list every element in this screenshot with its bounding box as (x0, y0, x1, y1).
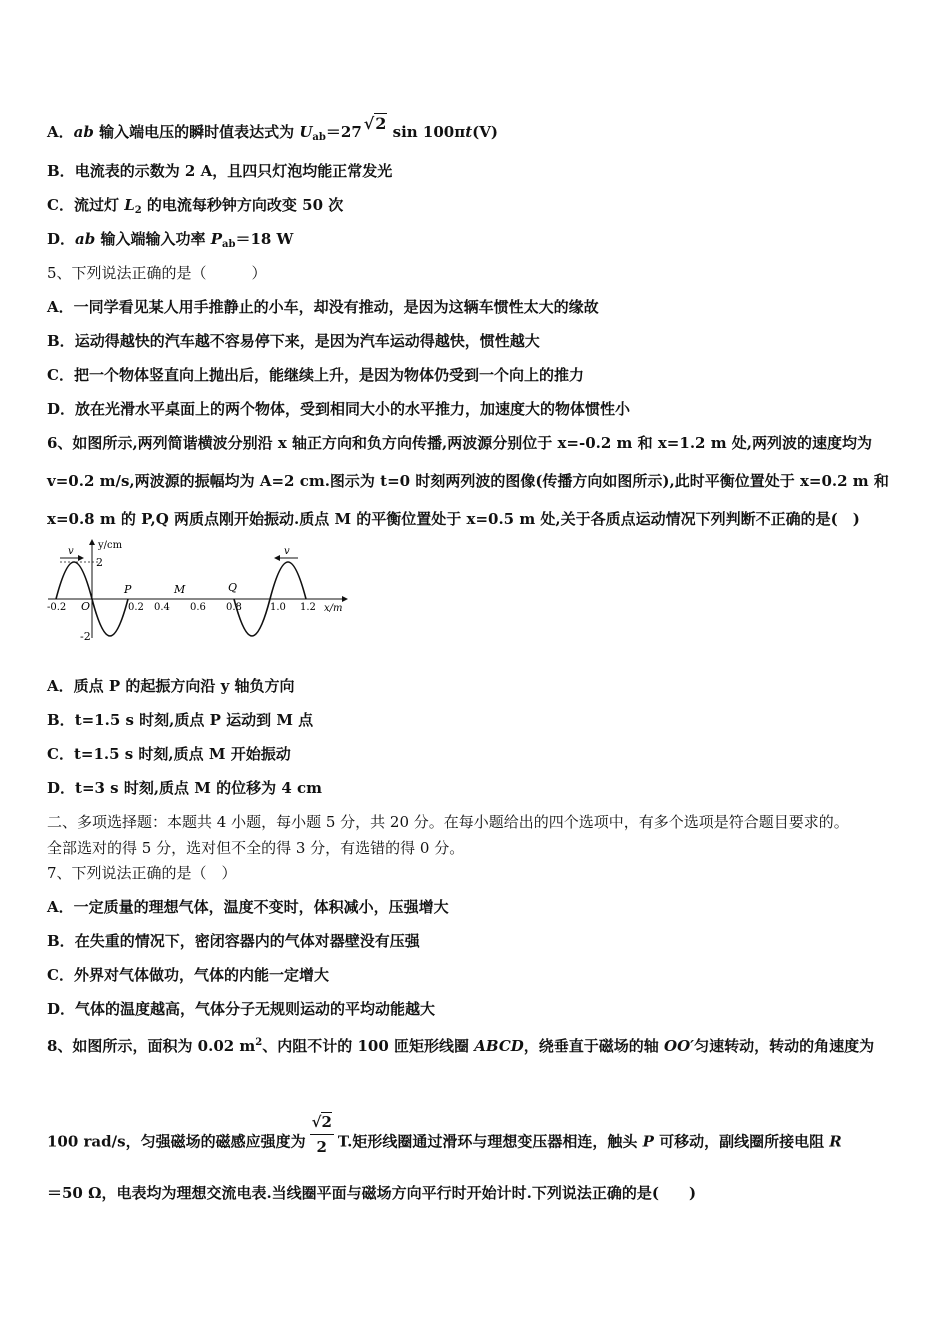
q6-option-b (47, 710, 313, 730)
text: 8、如图所示，面积为 0.02 m (47, 1037, 256, 1055)
q7-stem: 7、下列说法正确的是（ ） (47, 864, 237, 882)
v-right-arrow-icon (274, 555, 280, 561)
text: sin 100π (387, 123, 466, 141)
y-bottom-label: -2 (80, 630, 91, 643)
var-u: U (299, 123, 313, 141)
option-label: A． (47, 123, 74, 141)
tick-label: 1.0 (270, 602, 286, 613)
q5-option-b (47, 331, 540, 351)
section2-line2: 全部选对的得 5 分，选对但不全的得 3 分，有选错的得 0 分。 (47, 839, 465, 857)
x-axis-label: x/m (324, 603, 343, 614)
option-label: C． (47, 745, 74, 763)
text: 输入端输入功率 (95, 230, 211, 248)
subscript: ab (312, 132, 326, 143)
option-label: A． (47, 898, 74, 916)
option-label: D． (47, 1000, 76, 1018)
q8-stem-line1 (47, 1033, 874, 1056)
text: 可移动，副线圈所接电阻 (653, 1132, 830, 1151)
sqrt-symbol: √2 (363, 114, 387, 133)
y-top-label: 2 (96, 556, 103, 569)
var-abcd: ABCD (474, 1037, 524, 1055)
origin-label: O (81, 600, 91, 613)
option-text: t=1.5 s 时刻,质点 P 运动到 M 点 (74, 711, 314, 729)
option-text: 一同学看见某人用手推静止的小车，却没有推动，是因为这辆车惯性太大的缘故 (73, 298, 599, 316)
v-left-arrow-icon (78, 555, 84, 561)
q6-option-c (47, 744, 291, 764)
option-text: t=1.5 s 时刻,质点 M 开始振动 (73, 745, 291, 763)
q8-stem-line3: ＝50 Ω，电表均为理想交流电表.当线圈平面与磁场方向平行时开始计时.下列说法正确的是( ) (47, 1184, 697, 1202)
subscript: 2 (134, 205, 142, 216)
var-t: t (465, 123, 473, 141)
q6-stem-line1: 6、如图所示,两列简谐横波分别沿 x 轴正方向和负方向传播,两波源分别位于 x=-0.2 m 和 x=1.2 m 处,两列波的速度均为 (47, 434, 873, 452)
option-label: D． (47, 230, 76, 248)
point-q-label: Q (228, 581, 238, 594)
fraction-numerator: 2 (321, 1113, 332, 1131)
q6-option-a (47, 676, 295, 696)
option-label: A． (47, 298, 74, 316)
option-text: 在失重的情况下，密闭容器内的气体对器壁没有压强 (74, 932, 420, 950)
option-text: 电流表的示数为 2 A，且四只灯泡均能正常发光 (74, 162, 393, 180)
option-label: D． (47, 400, 76, 418)
q5-stem: 5、下列说法正确的是（ ） (47, 264, 267, 282)
tick-label: 0.8 (226, 602, 242, 613)
q5-option-c (47, 365, 584, 385)
text: ，绕垂直于磁场的轴 (523, 1037, 665, 1055)
q5-option-a (47, 297, 599, 317)
v-left-label: v (68, 546, 74, 557)
q4-option-a (47, 114, 498, 148)
q7-option-d (47, 999, 435, 1019)
q6-stem-line2: v=0.2 m/s,两波源的振幅均为 A=2 cm.图示为 t=0 时刻两列波的图像(传播方向如图所示),此时平衡位置处于 x=0.2 m 和 (47, 472, 889, 490)
option-text: 气体的温度越高，气体分子无规则运动的平均动能越大 (75, 1000, 436, 1018)
option-label: B． (47, 162, 75, 180)
option-text: 把一个物体竖直向上抛出后，能继续上升，是因为物体仍受到一个向上的推力 (73, 366, 584, 384)
tick-label: 0.4 (154, 602, 170, 613)
x-axis-arrow-icon (342, 596, 348, 602)
option-label: D． (47, 779, 76, 797)
v-right-label: v (284, 546, 290, 557)
q8-stem-line2 (47, 1113, 842, 1165)
option-text: 质点 P 的起振方向沿 y 轴负方向 (73, 677, 295, 695)
q6-option-d (47, 778, 322, 798)
option-label: B． (47, 332, 75, 350)
point-p-label: P (124, 583, 132, 596)
tick-label: 0.2 (128, 602, 144, 613)
text: T.矩形线圈通过滑环与理想变压器相连，触头 (337, 1132, 643, 1151)
q7-option-c (47, 965, 329, 985)
option-text: 外界对气体做功，气体的内能一定增大 (73, 966, 329, 984)
q5-option-d (47, 399, 630, 419)
fraction: $\frac{√2}{2}$ (311, 1113, 332, 1156)
text: 流过灯 (73, 196, 125, 214)
q7-option-b (47, 931, 420, 951)
option-label: B． (47, 932, 75, 950)
q4-option-c (47, 195, 343, 221)
option-text: 运动得越快的汽车越不容易停下来，是因为汽车运动得越快，惯性越大 (74, 332, 540, 350)
text: ＝18 W (235, 230, 294, 248)
text: 匀速转动，转动的角速度为 (694, 1037, 875, 1055)
option-label: C． (47, 966, 74, 984)
q7-option-a (47, 897, 449, 917)
option-text: 放在光滑水平桌面上的两个物体，受到相同大小的水平推力，加速度大的物体惯性小 (75, 400, 631, 418)
tick-label: 0.6 (190, 602, 206, 613)
text: 100 rad/s，匀强磁场的磁感应强度为 (47, 1132, 306, 1151)
tick-label: -0.2 (47, 602, 67, 613)
point-m-label: M (174, 583, 186, 596)
var-ab: ab (75, 230, 96, 248)
var-oo: OO′ (664, 1037, 695, 1055)
option-label: C． (47, 366, 74, 384)
option-label: B． (47, 711, 75, 729)
q4-option-d (47, 229, 293, 255)
superscript: 2 (255, 1037, 263, 1048)
tick-label: 1.2 (300, 602, 316, 613)
sqrt-value: 2 (375, 114, 387, 133)
var-p: P (642, 1132, 654, 1151)
text: 输入端电压的瞬时值表达式为 (93, 123, 300, 141)
y-axis-arrow-icon (89, 539, 95, 545)
text: 、内阻不计的 100 匝矩形线圈 (262, 1037, 475, 1055)
q4-option-b (47, 161, 392, 181)
fraction-denominator: 2 (316, 1138, 327, 1156)
option-text: t=3 s 时刻,质点 M 的位移为 4 cm (75, 779, 322, 797)
var-ab: ab (73, 123, 94, 141)
option-label: C． (47, 196, 74, 214)
text: ＝27 (325, 123, 362, 141)
section2-line1: 二、多项选择题：本题共 4 小题，每小题 5 分，共 20 分。在每小题给出的四个选项中，有多个选项是符合题目要求的。 (47, 813, 849, 831)
option-text: 一定质量的理想气体，温度不变时，体积减小，压强增大 (73, 898, 449, 916)
var-r: R (829, 1132, 842, 1151)
wave-figure (44, 536, 350, 644)
y-axis-label: y/cm (98, 540, 123, 551)
text: 的电流每秒钟方向改变 50 次 (141, 196, 344, 214)
q6-stem-line3: x=0.8 m 的 P,Q 两质点刚开始振动.质点 M 的平衡位置处于 x=0.5 m 处,关于各质点运动情况下列判断不正确的是( ) (47, 510, 860, 528)
option-label: A． (47, 677, 74, 695)
var-p: P (210, 230, 222, 248)
subscript: ab (221, 239, 236, 250)
text: (V) (472, 123, 498, 141)
var-l: L (124, 196, 135, 214)
